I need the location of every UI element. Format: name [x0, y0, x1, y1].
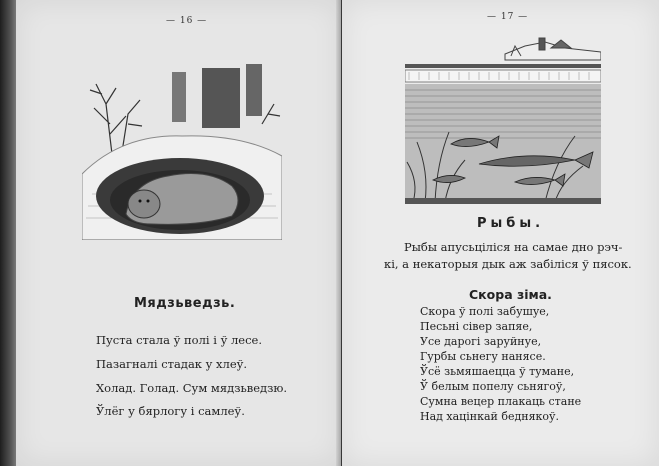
poem-line: Скора ў полі забушуе,	[420, 305, 550, 318]
fish-under-ice-illustration	[405, 32, 601, 204]
right-page-number: — 17 —	[487, 12, 529, 22]
paragraph-line: кі, а некаторыя дык аж забіліся ў пясок.	[384, 257, 632, 271]
paragraph-line: Рыбы апусьціліся на самае дно рэч-	[404, 240, 623, 254]
bear-den-illustration	[82, 64, 282, 240]
poem-title-bear: Мядзьведзь.	[134, 296, 236, 311]
poem-line: Ўлёг у бярлогу і самлеў.	[96, 404, 245, 418]
poem-line: Ўсё зьмяшаецца ў тумане,	[420, 365, 575, 378]
poem-line: Пазагналі стадак у хлеў.	[96, 357, 248, 371]
story-title-fish: Рыбы.	[477, 216, 545, 231]
poem-title-winter: Скора зіма.	[469, 287, 552, 302]
poem-line: Усе дарогі заруйнуе,	[420, 335, 542, 348]
poem-line: Над хацінкай беднякоў.	[420, 410, 560, 423]
poem-line: Ў белым попелу сьнягоў,	[420, 380, 566, 393]
left-page-number: — 16 —	[166, 16, 208, 26]
poem-line: Холад. Голад. Сум мядзьведзю.	[96, 381, 288, 395]
poem-line: Сумна вецер плакаць стане	[420, 395, 582, 408]
poem-line: Гурбы сьнегу нанясе.	[420, 350, 546, 363]
poem-line: Песьні сівер запяе,	[420, 320, 533, 333]
poem-line: Пуста стала ў полі і ў лесе.	[96, 333, 263, 347]
